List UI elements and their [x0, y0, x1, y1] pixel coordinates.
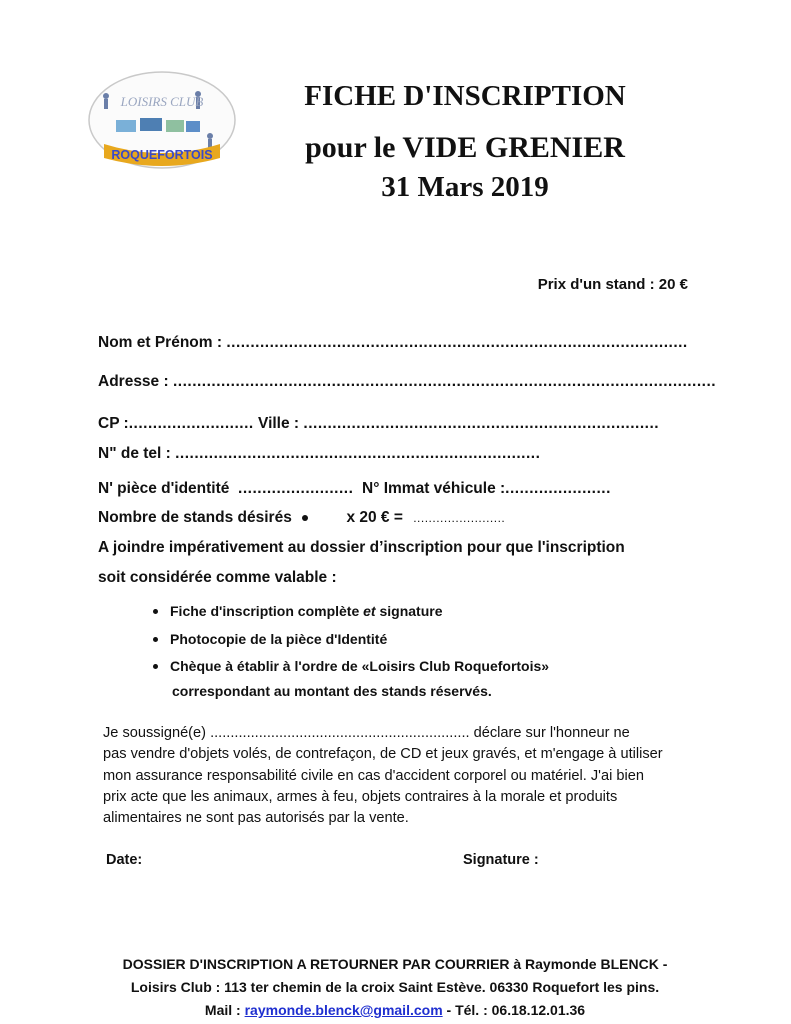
footer-line-1: DOSSIER D'INSCRIPTION A RETOURNER PAR COURRIER à Raymonde BLENCK - — [122, 956, 668, 972]
declaration-line: Je soussigné(e) ................................................................ déclare sur l'honneur ne — [103, 725, 630, 741]
nom-label: Nom et Prénom : — [98, 334, 223, 351]
declaration-line: mon assurance responsabilité civile en cas d'accident corporel ou matériel. J'ai bien — [103, 767, 644, 784]
tel-dots: ............................................................................ — [175, 445, 541, 462]
date-label: Date: — [106, 852, 143, 868]
joindre-line-2: soit considérée comme valable : — [98, 569, 337, 586]
cp-label: CP : — [98, 415, 129, 432]
club-logo — [86, 66, 238, 174]
stands-field[interactable] — [98, 509, 505, 527]
immat-dots: ...................... — [505, 480, 611, 497]
bullet-icon — [153, 664, 158, 669]
bullet-text-a: Fiche d'inscription complète — [170, 603, 364, 619]
piece-immat-field[interactable] — [98, 480, 611, 498]
cp-dots: .......................... — [128, 415, 254, 432]
logo-top-text: LOISIRS CLUB — [120, 94, 204, 109]
bullet-item-cheque — [153, 658, 549, 674]
ville-label: Ville : — [258, 415, 300, 432]
stands-label: Nombre de stands désirés — [98, 509, 292, 526]
declaration-line: pas vendre d'objets volés, de contrefaçon, de CD et jeux gravés, et m'engage à utiliser — [103, 746, 663, 763]
joindre-line-1: A joindre impérativement au dossier d’inscription pour que l'inscription — [98, 539, 625, 556]
declaration-line: alimentaires ne sont pas autorisés par la vente. — [103, 810, 409, 827]
logo-banner-text: ROQUEFORTOIS — [111, 148, 213, 162]
declaration-line: prix acte que les animaux, armes à feu, objets contraires à la morale et produits — [103, 788, 618, 805]
bullet-icon — [153, 609, 158, 614]
nom-dots: ................................................................................................ — [226, 334, 688, 351]
nom-field[interactable] — [98, 334, 688, 352]
bullet-icon — [153, 637, 158, 642]
bullet-text: Photocopie de la pièce d'Identité — [170, 631, 388, 647]
title-line-2: pour le VIDE GRENIER — [305, 131, 625, 164]
adresse-dots: ................................................................................................................. — [172, 373, 717, 390]
piece-label: N' pièce d'identité — [98, 480, 230, 497]
tel-label: N" de tel : — [98, 445, 171, 462]
footer-line-2: Loisirs Club : 113 ter chemin de la croix Saint Estève. 06330 Roquefort les pins. — [130, 979, 660, 995]
email-link[interactable]: raymonde.blenck@gmail.com — [244, 1002, 443, 1018]
title-line-3: 31 Mars 2019 — [381, 171, 549, 203]
bullet-text-b: et — [363, 603, 376, 619]
stands-bullet-icon — [302, 515, 308, 521]
ville-dots: .......................................................................... — [303, 415, 660, 432]
bullet-item-cheque-cont: correspondant au montant des stands réservés. — [172, 683, 492, 699]
bullet-text-c: signature — [375, 603, 443, 619]
adresse-field[interactable] — [98, 373, 716, 391]
mail-label: Mail : — [204, 1002, 241, 1018]
bullet-item-photocopie — [153, 631, 387, 647]
immat-label: N° Immat véhicule : — [362, 480, 506, 497]
stands-mult: x 20 € = — [346, 509, 403, 526]
adresse-label: Adresse : — [98, 373, 169, 390]
piece-dots: ........................ — [238, 480, 354, 497]
signature-label: Signature : — [463, 852, 539, 868]
footer-tel: - Tél. : 06.18.12.01.36 — [446, 1002, 586, 1018]
title-line-1: FICHE D'INSCRIPTION — [304, 80, 626, 112]
declaration-paragraph — [103, 723, 691, 829]
bullet-item-fiche — [153, 603, 443, 619]
stand-price: Prix d'un stand : 20 € — [537, 276, 688, 293]
cp-ville-field[interactable] — [98, 415, 659, 433]
footer-line-3 — [95, 1002, 695, 1018]
tel-field[interactable] — [98, 445, 540, 463]
bullet-text: Chèque à établir à l'ordre de «Loisirs Club Roquefortois» — [170, 658, 550, 674]
stands-dots: ........................ — [413, 511, 506, 525]
